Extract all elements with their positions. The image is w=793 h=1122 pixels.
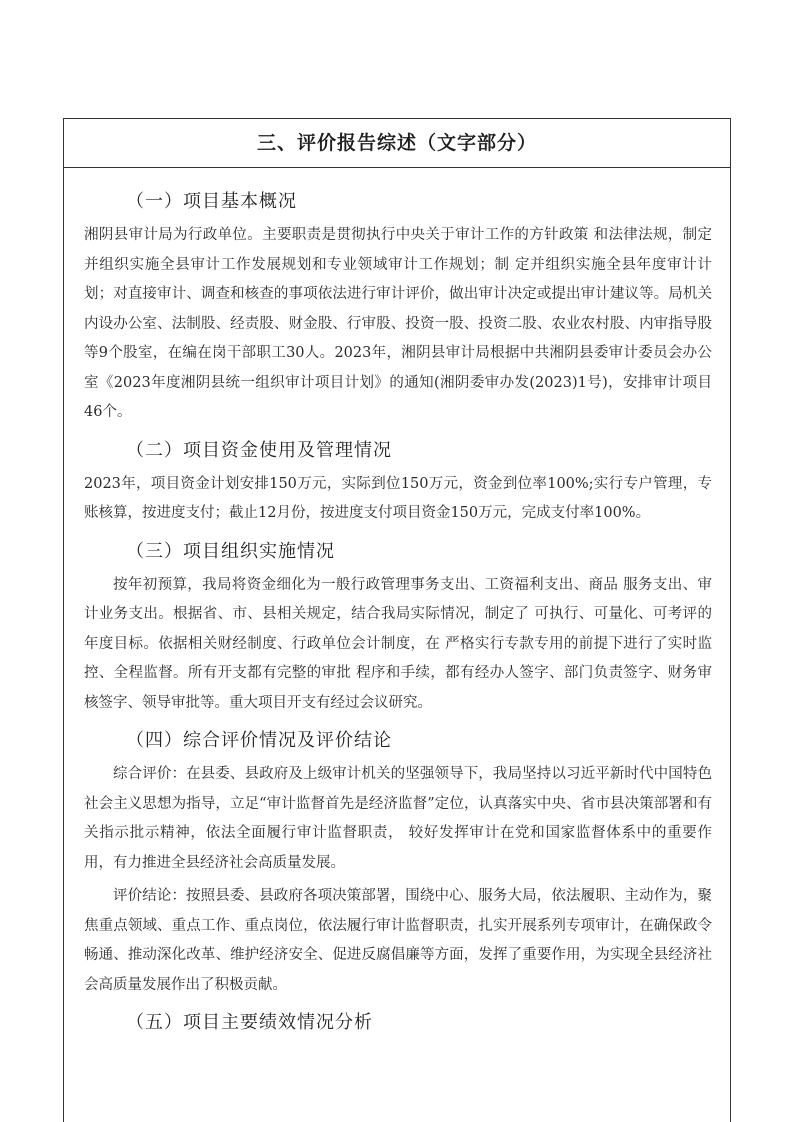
section-4-paragraph-conclusion: 评价结论：按照县委、县政府各项决策部署，围绕中心、服务大局，依法履职、主动作为，聚焦重点领域、重点工作、重点岗位，依法履行审计监督职责，扎实开展系列专项审计，在确保政令畅通、推动深化改革、维护经济安全、促进反腐倡廉等方面，发挥了重要作用，为实现全县经济社会高质量发展作出了积极贡献。 (84, 888, 712, 993)
report-content (84, 179, 712, 1042)
page-title: 三、评价报告综述（文字部分） (64, 119, 730, 168)
section-heading-2: （二）项目资金使用及管理情况 (126, 439, 392, 461)
report-frame (63, 118, 731, 1122)
section-3-paragraph: 按年初预算，我局将资金细化为一般行政管理事务支出、工资福利支出、商品 服务支出、审计业务支出。根据省、市、县相关规定，结合我局实际情况，制定了 可执行、可量化、可考评的年度目标。依据相关财经制度、行政单位会计制度，在 严格实行专款专用的前提下进行了实时监控、全程监督。所有开支都有完整的审批 程序和手续，都有经办人签字、部门负责签字、财务审核签字、领导审批等。重大项目开支有经过会议研究。 (84, 576, 712, 711)
section-heading-3: （三）项目组织实施情况 (126, 540, 335, 562)
section-heading-5: （五）项目主要绩效情况分析 (126, 1012, 373, 1033)
section-1-paragraph: 湘阴县审计局为行政单位。主要职责是贯彻执行中央关于审计工作的方针政策 和法律法规，制定并组织实施全县审计工作发展规划和专业领域审计工作规划；制 定并组织实施全县年度审计计划；对直接审计、调查和核查的事项依法进行审计评价，做出审计决定或提出审计建议等。局机关内设办公室、法制股、经责股、财金股、行审股、投资一股、投资二股、农业农村股、内审指导股等9个股室，在编在岗干部职工30人。2023年，湘阴县审计局根据中共湘阴县委审计委员会办公室《2023年度湘阴县统一组织审计项目计划》的通知(湘阴委审办发(2023)1号)，安排审计项目46个。 (84, 227, 712, 420)
section-heading-1: （一）项目基本概况 (126, 191, 297, 212)
section-4-paragraph-evaluation: 综合评价：在县委、县政府及上级审计机关的坚强领导下，我局坚持以习近平新时代中国特色社会主义思想为指导，立足“审计监督首先是经济监督”定位，认真落实中央、省市县决策部署和有关指示批示精神，依法全面履行审计监督职责， 较好发挥审计在党和国家监督体系中的重要作用，有力推进全县经济社会高质量发展。 (84, 766, 712, 871)
section-heading-4: （四）综合评价情况及评价结论 (126, 730, 392, 751)
section-2-paragraph: 2023年，项目资金计划安排150万元，实际到位150万元，资金到位率100%;实行专户管理，专账核算，按进度支付；截止12月份，按进度支付项目资金150万元，完成支付率100%。 (84, 475, 712, 521)
